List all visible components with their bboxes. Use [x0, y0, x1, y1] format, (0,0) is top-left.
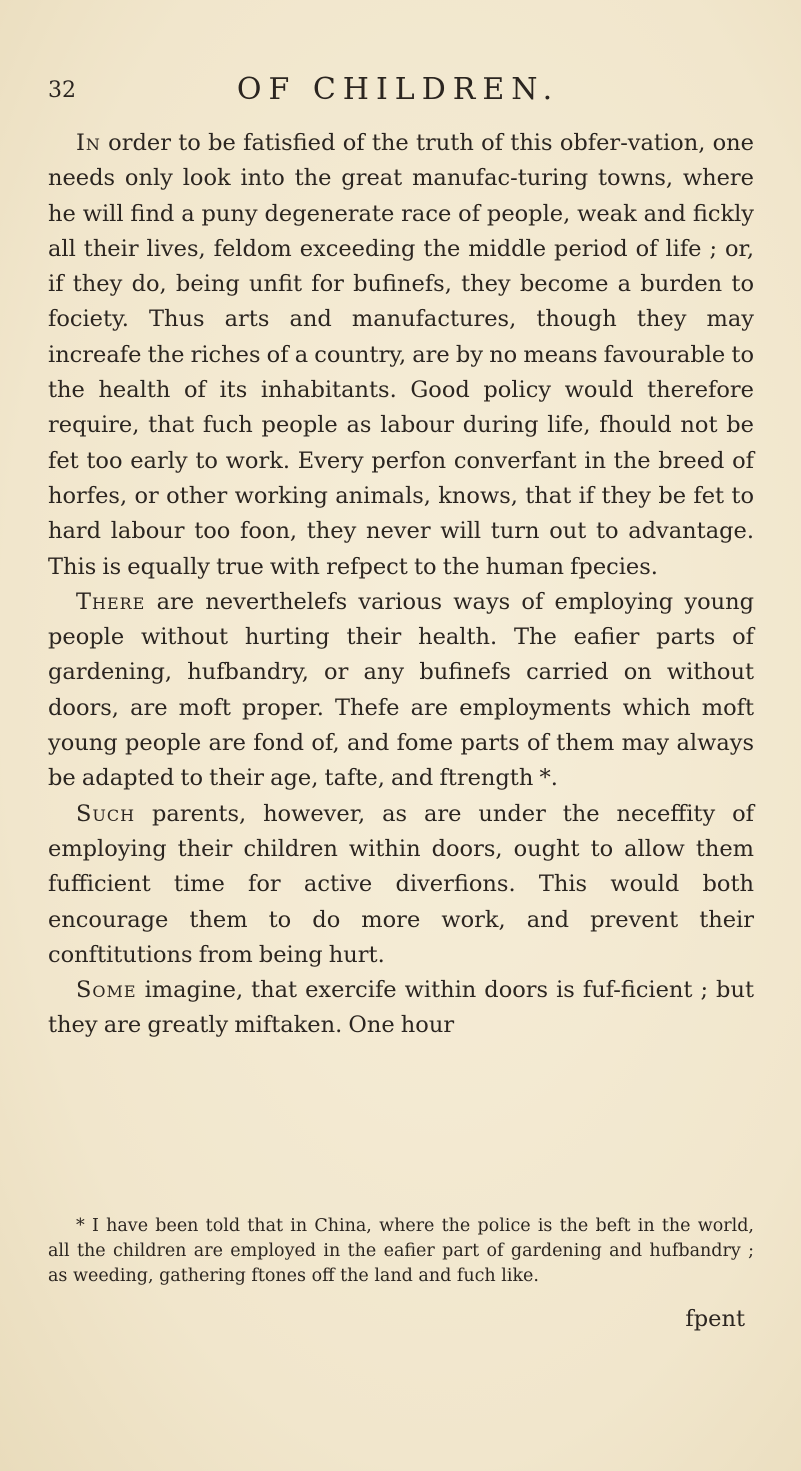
- paragraph: [48, 973, 754, 1044]
- footnote-text: * I have been told that in China, where the police is the beft in the world, all the children are employed in the eafier part of gardening and hufbandry ; as weeding, gathering ftones off the land and fuch like.: [48, 1216, 754, 1286]
- body-text: [48, 126, 754, 1044]
- page-header: [48, 72, 748, 112]
- footnote: [48, 1214, 754, 1289]
- paragraph-text: are neverthelefs various ways of employing young people without hurting their health. The eafier parts of gardening, hufbandry, or any bufinefs carried on without doors, are moft proper. Thefe are employments which moft young people are fond of, and fome parts of them may always be adapted to their age, tafte, and ftrength *.: [48, 588, 754, 792]
- paragraph-text: order to be fatisfied of the truth of this obfer-vation, one needs only look into the great manufac-turing towns, where he will find a puny degenerate race of people, weak and fickly all their lives, feldom exceeding the middle period of life ; or, if they do, being unfit for bufinefs, they become a burden to fociety. Thus arts and manufactures, though they may increafe the riches of a country, are by no means favourable to the health of its inhabitants. Good policy would therefore require, that fuch people as labour during life, fhould not be fet too early to work. Every perfon converfant in the breed of horfes, or other working animals, knows, that if they be fet to hard labour too foon, they never will turn out to advantage. This is equally true with refpect to the human fpecies.: [48, 130, 754, 580]
- paragraph-lead: Such: [76, 800, 136, 827]
- paragraph-lead: In: [76, 130, 101, 156]
- paragraph-text: parents, however, as are under the neceffity of employing their children within doors, ought to allow them fufficient time for active diverfions. This would both encourage them to do more work, and prevent their conftitutions from being hurt.: [48, 800, 754, 968]
- paragraph: [48, 797, 754, 973]
- paragraph-lead: Some: [76, 977, 137, 1004]
- page-number: 32: [48, 78, 76, 103]
- running-title: OF CHILDREN.: [236, 72, 560, 107]
- paragraph-lead: There: [76, 588, 146, 615]
- paragraph: [48, 126, 754, 585]
- catchword: fpent: [685, 1306, 745, 1332]
- paragraph-text: imagine, that exercife within doors is fuf-ficient ; but they are greatly miftaken. One hour: [48, 977, 754, 1039]
- paragraph: [48, 585, 754, 797]
